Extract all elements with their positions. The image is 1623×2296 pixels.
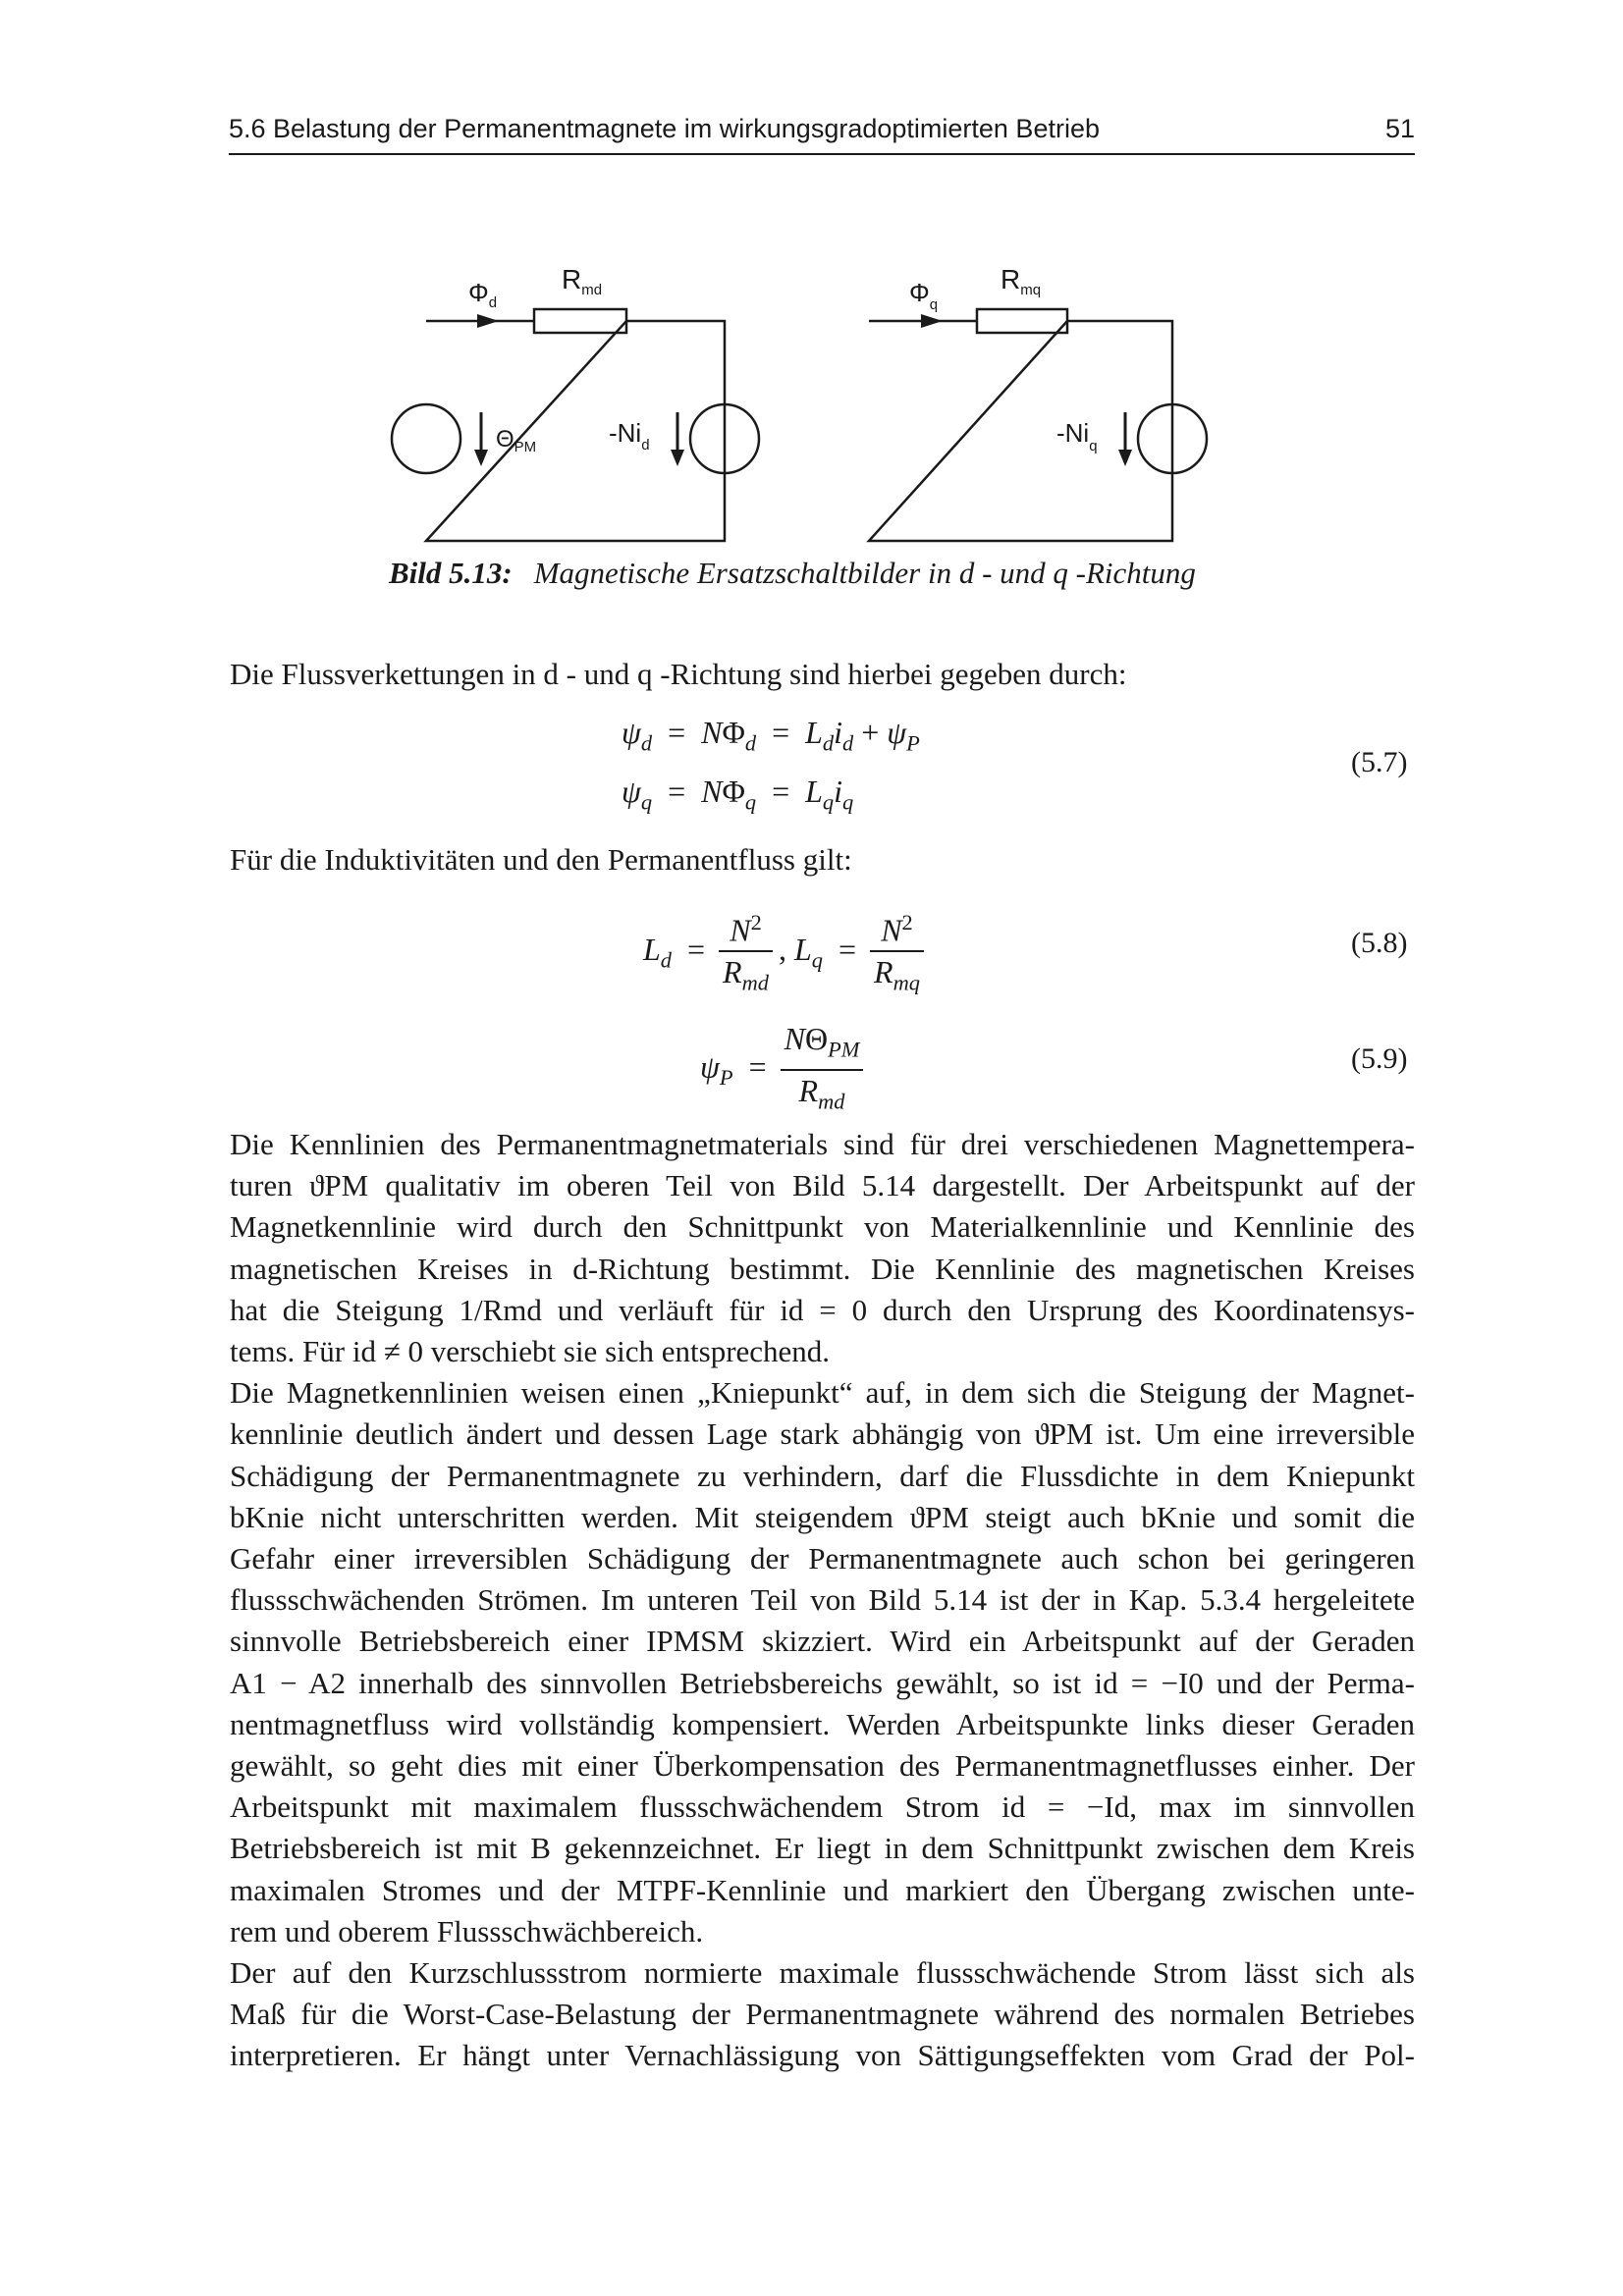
- body-line: nentmagnetfluss wird vollständig kompensiert. Werden Arbeitspunkte links dieser Geraden: [230, 1706, 1415, 1741]
- label-theta-pm: $\Theta_{PM}$: [496, 426, 537, 455]
- label-nid: $-Ni_d$: [609, 418, 650, 454]
- body-line: kennlinie deutlich ändert und dessen Lage stark abhängig von ϑPM ist. Um eine irreversible: [230, 1416, 1415, 1452]
- page-number: 51: [1384, 114, 1415, 143]
- label-niq: $-Ni_q$: [1056, 418, 1098, 454]
- flux-arrow-q: [921, 314, 943, 328]
- body-line: Die Magnetkennlinien weisen einen „Kniepunkt“ auf, in dem sich die Steigung der Magnet-: [230, 1375, 1415, 1411]
- equation-5-7-line-1: $\psi_d = N\Phi_d = L_di_d + \psi_P$: [622, 715, 920, 756]
- label-phi-q: $\Phi_q$: [909, 278, 939, 313]
- equation-5-9: $\psi_P$ = $\frac{N\Theta_{PM}}{R_{md}}$: [700, 1019, 869, 1122]
- intro-paragraph-2: Für die Induktivitäten und den Permanentfluss gilt:: [230, 842, 852, 877]
- body-line: maximalen Stromes und der MTPF-Kennlinie und markiert den Übergang zwischen unte-: [230, 1872, 1415, 1907]
- caption-label: Bild 5.13:: [389, 556, 513, 590]
- body-line: rem und oberem Flussschwächbereich.: [230, 1913, 704, 1949]
- body-line: Die Kennlinien des Permanentmagnetmaterials sind für drei verschiedenen Magnettempera-: [230, 1127, 1415, 1161]
- body-line: Arbeitspunkt mit maximalem flussschwächendem Strom id = −Id, max im sinnvollen: [230, 1789, 1415, 1825]
- body-line: flussschwächenden Strömen. Im unteren Teil von Bild 5.14 ist der in Kap. 5.3.4 hergeleitete: [230, 1582, 1415, 1618]
- body-line: magnetischen Kreises in d-Richtung bestimmt. Die Kennlinie des magnetischen Kreises: [230, 1251, 1415, 1286]
- flux-arrow-d: [477, 314, 499, 328]
- body-line: tems. Für id ≠ 0 verschiebt sie sich entsprechend.: [230, 1334, 831, 1369]
- resistor-rmq: [977, 309, 1067, 333]
- body-line: sinnvolle Betriebsbereich einer IPMSM skizziert. Wird ein Arbeitspunkt auf der Geraden: [230, 1624, 1415, 1659]
- mmf-source-pm: [392, 404, 460, 473]
- resistor-rmd: [534, 309, 626, 333]
- label-rmd: $R_{md}$: [562, 264, 603, 298]
- body-line: Gefahr einer irreversiblen Schädigung der Permanentmagnete auch schon bei geringeren: [230, 1541, 1415, 1576]
- left-circuit-wire: [426, 321, 725, 541]
- equivalent-circuit-figure: [0, 0, 1623, 550]
- body-line: Schädigung der Permanentmagnete zu verhindern, darf die Flussdichte in dem Kniepunkt: [230, 1458, 1415, 1493]
- body-line: A1 − A2 innerhalb des sinnvollen Betriebsbereichs gewählt, so ist id = −I0 und der Perma-: [230, 1665, 1415, 1700]
- figure-caption: [389, 556, 1272, 591]
- body-line: gewählt, so geht dies mit einer Überkompensation des Permanentmagnetflusses einher. Der: [230, 1748, 1415, 1784]
- body-line: Magnetkennlinie wird durch den Schnittpunkt von Materialkennlinie und Kennlinie des: [230, 1209, 1415, 1245]
- body-line: turen ϑPM qualitativ im oberen Teil von Bild 5.14 dargestellt. Der Arbeitspunkt auf der: [230, 1168, 1415, 1203]
- right-circuit-wire: [869, 321, 1172, 541]
- label-rmq: $R_{mq}$: [1001, 264, 1042, 298]
- body-line: Betriebsbereich ist mit B gekennzeichnet. Er liegt in dem Schnittpunkt zwischen dem Kreis: [230, 1831, 1415, 1866]
- header-title: 5.6 Belastung der Permanentmagnete im wirkungsgradoptimierten Betrieb: [229, 114, 1100, 143]
- body-line: Der auf den Kurzschlussstrom normierte maximale flussschwächende Strom lässt sich als: [230, 1955, 1415, 1991]
- equation-number-5-8: (5.8): [1351, 927, 1408, 959]
- equation-number-5-9: (5.9): [1351, 1042, 1408, 1075]
- body-line: hat die Steigung 1/Rmd und verläuft für id = 0 durch den Ursprung des Koordinatensys-: [230, 1292, 1415, 1327]
- body-line: bKnie nicht unterschritten werden. Mit steigendem ϑPM steigt auch bKnie und somit die: [230, 1499, 1415, 1534]
- intro-paragraph-1: Die Flussverkettungen in d - und q -Richtung sind hierbei gegeben durch:: [230, 657, 1127, 691]
- body-line: Maß für die Worst-Case-Belastung der Permanentmagnete während des normalen Betriebes: [230, 1997, 1415, 2032]
- body-text: [230, 1124, 1415, 2077]
- label-phi-d: $\Phi_d$: [468, 278, 498, 311]
- equation-5-7-line-2: $\psi_q = N\Phi_q = L_qi_q$: [622, 774, 854, 815]
- equation-number-5-7: (5.7): [1351, 746, 1408, 778]
- equation-5-8: $L_d$ = $\frac{N^2}{R_{md}}$ , $L_q$ = $\frac{N^2}{R_{mq}}$: [643, 903, 930, 1002]
- body-line: interpretieren. Er hängt unter Vernachlässigung von Sättigungseffekten vom Grad der Pol-: [230, 2038, 1415, 2073]
- caption-text: Magnetische Ersatzschaltbilder in d - und q -Richtung: [533, 556, 1196, 590]
